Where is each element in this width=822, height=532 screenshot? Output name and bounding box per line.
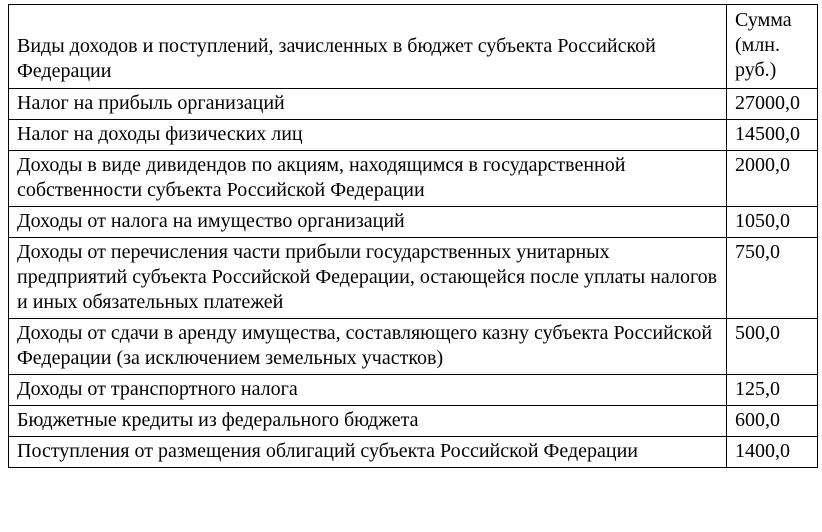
- revenue-type-cell: Доходы в виде дивидендов по акциям, находящимся в государственной собственности субъекта Российской Федерации: [9, 151, 727, 207]
- amount-cell: 1050,0: [727, 207, 818, 238]
- table-row: [9, 151, 818, 207]
- table-row: [9, 120, 818, 151]
- revenue-type-cell: Доходы от транспортного налога: [9, 375, 727, 406]
- amount-cell: 600,0: [727, 406, 818, 437]
- revenue-type-cell: Налог на прибыль организаций: [9, 89, 727, 120]
- table-row: [9, 319, 818, 375]
- amount-cell: 27000,0: [727, 89, 818, 120]
- header-revenue-type: Виды доходов и поступлений, зачисленных в бюджет субъекта Российской Федерации: [9, 5, 727, 89]
- revenue-type-cell: Поступления от размещения облигаций субъекта Российской Федерации: [9, 437, 727, 468]
- revenue-type-cell: Доходы от налога на имущество организаций: [9, 207, 727, 238]
- table-row: [9, 238, 818, 319]
- revenue-type-cell: Доходы от сдачи в аренду имущества, составляющего казну субъекта Российской Федерации (за исключением земельных участков): [9, 319, 727, 375]
- revenue-type-cell: Доходы от перечисления части прибыли государственных унитарных предприятий субъекта Российской Федерации, остающейся после уплаты налогов и иных обязательных платежей: [9, 238, 727, 319]
- budget-revenue-table: [8, 4, 818, 468]
- table-row: [9, 207, 818, 238]
- table-header-row: [9, 5, 818, 89]
- revenue-type-cell: Налог на доходы физических лиц: [9, 120, 727, 151]
- revenue-type-cell: Бюджетные кредиты из федерального бюджета: [9, 406, 727, 437]
- amount-cell: 750,0: [727, 238, 818, 319]
- table-row: [9, 406, 818, 437]
- amount-cell: 125,0: [727, 375, 818, 406]
- amount-cell: 14500,0: [727, 120, 818, 151]
- amount-cell: 1400,0: [727, 437, 818, 468]
- amount-cell: 500,0: [727, 319, 818, 375]
- table-row: [9, 437, 818, 468]
- amount-cell: 2000,0: [727, 151, 818, 207]
- table-row: [9, 89, 818, 120]
- header-amount: Сумма (млн. руб.): [727, 5, 818, 89]
- table-row: [9, 375, 818, 406]
